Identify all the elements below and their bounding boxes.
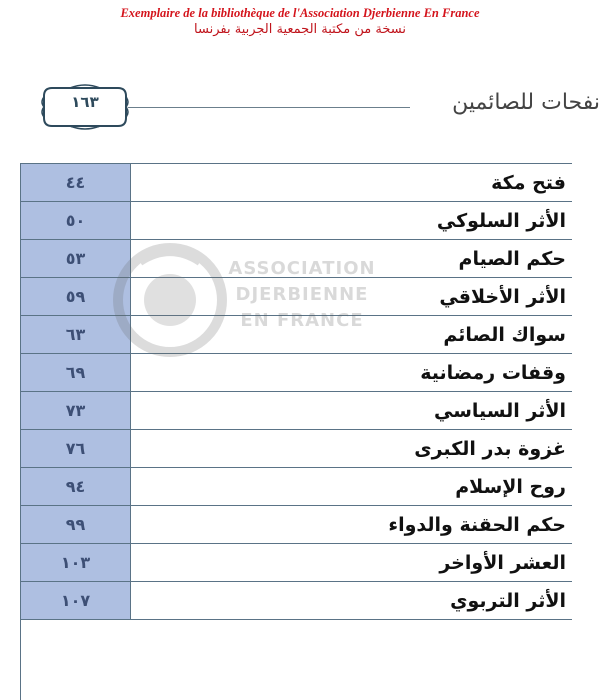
toc-title: العشر الأواخر (439, 551, 566, 574)
toc-page-number: ٧٣ (21, 392, 131, 429)
toc-title: فتح مكة (491, 171, 566, 194)
table-of-contents (20, 163, 572, 700)
toc-page-number: ٧٦ (21, 430, 131, 467)
toc-title: الأثر الأخلاقي (439, 285, 566, 308)
header-rule (128, 107, 410, 108)
toc-row (21, 164, 572, 202)
page-header (0, 78, 600, 138)
toc-page-number: ٩٤ (21, 468, 131, 505)
library-note-french: Exemplaire de la bibliothèque de l'Association Djerbienne En France (120, 6, 480, 20)
toc-page-number: ٤٤ (21, 164, 131, 201)
toc-row (21, 544, 572, 582)
toc-row (21, 506, 572, 544)
running-title: نفحات للصائمين (452, 90, 600, 115)
toc-row (21, 354, 572, 392)
watermark-line: ASSOCIATION (228, 258, 376, 279)
toc-title: حكم الحقنة والدواء (388, 513, 566, 536)
toc-row (21, 240, 572, 278)
toc-title: روح الإسلام (455, 475, 566, 498)
library-note-arabic: نسخة من مكتبة الجمعية الجربية بفرنسا (194, 22, 406, 37)
toc-page-number: ٥٠ (21, 202, 131, 239)
watermark-line: DJERBIENNE (235, 284, 369, 305)
toc-page-number: ٩٩ (21, 506, 131, 543)
toc-row (21, 468, 572, 506)
toc-row (21, 430, 572, 468)
toc-title: الأثر التربوي (450, 589, 566, 612)
toc-title: الأثر السلوكي (436, 209, 566, 232)
toc-row (21, 316, 572, 354)
toc-title: وقفات رمضانية (420, 361, 566, 384)
page-number: ١٦٣ (71, 93, 99, 111)
toc-page-number: ٥٣ (21, 240, 131, 277)
toc-page-number: ٦٩ (21, 354, 131, 391)
toc-row (21, 582, 572, 620)
toc-title: الأثر السياسي (433, 399, 566, 422)
toc-title: سواك الصائم (443, 323, 566, 346)
watermark-line: EN FRANCE (240, 310, 364, 331)
toc-row (21, 202, 572, 240)
toc-title: غزوة بدر الكبرى (414, 437, 566, 460)
toc-page-number: ٥٩ (21, 278, 131, 315)
toc-page-number: ١٠٣ (21, 544, 131, 581)
toc-row (21, 278, 572, 316)
toc-page-number: ٦٣ (21, 316, 131, 353)
toc-title: حكم الصيام (458, 247, 566, 270)
toc-row (21, 392, 572, 430)
toc-page-number: ١٠٧ (21, 582, 131, 619)
